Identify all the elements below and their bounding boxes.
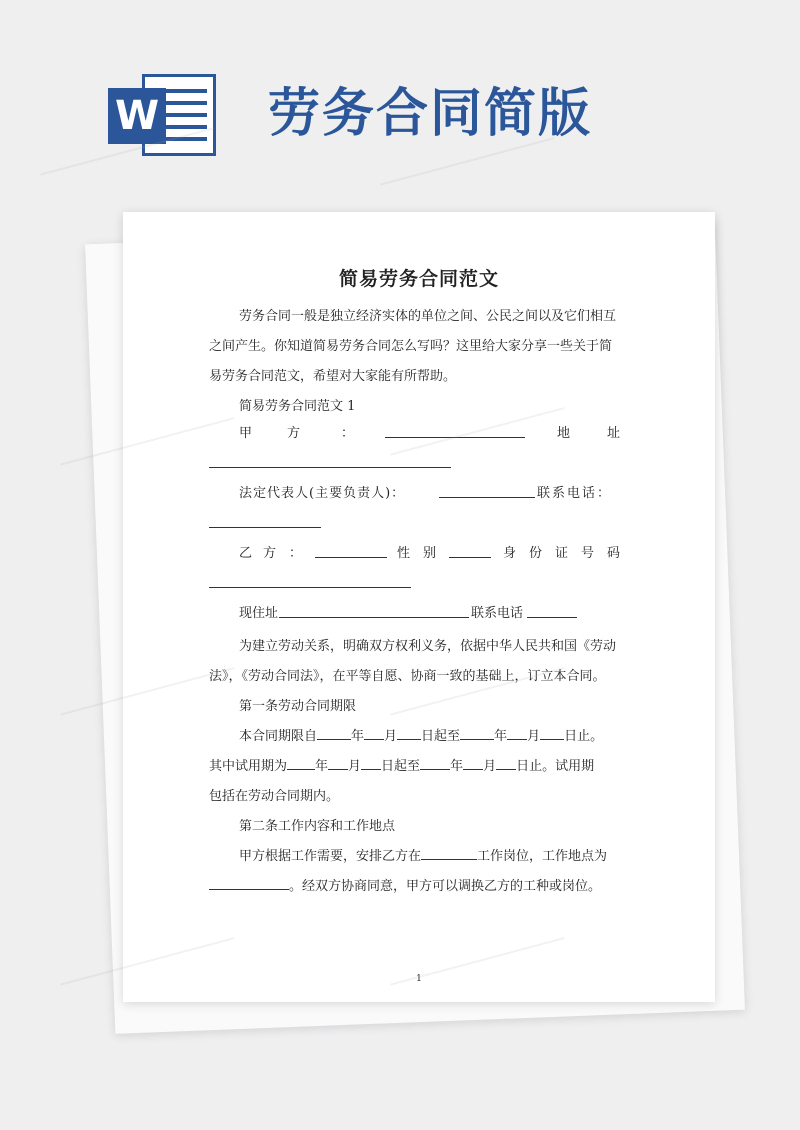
term-end-label: 日止。 — [564, 729, 604, 744]
term-end-month-label: 月 — [527, 729, 541, 744]
term-end-year-blank[interactable] — [460, 725, 494, 740]
party-a-name-blank[interactable] — [385, 436, 525, 438]
work-post-text: 甲方根据工作需要，安排乙方在 — [239, 849, 422, 864]
probation-end-month-label: 月 — [483, 759, 497, 774]
document-body — [209, 302, 619, 902]
legal-rep-phone-blank[interactable] — [209, 526, 321, 528]
gender-blank[interactable] — [449, 556, 491, 558]
page-title: 劳务合同简版 — [268, 84, 593, 144]
party-a-address-blank-line — [209, 452, 619, 482]
probation-month-label: 月 — [348, 759, 362, 774]
probation-tail: 包括在劳动合同期内。 — [209, 789, 340, 804]
gender-label-1: 性 — [397, 546, 411, 561]
document-title: 简易劳务合同范文 — [338, 268, 499, 290]
term-end-day-blank[interactable] — [540, 725, 564, 740]
residence-phone-label: 联系电话 — [471, 606, 524, 621]
term-month-label: 月 — [384, 729, 398, 744]
gender-label-2: 别 — [423, 546, 437, 561]
adjustment-text: 。经双方协商同意，甲方可以调换乙方的工种或岗位。 — [289, 879, 602, 894]
probation-end-year-blank[interactable] — [420, 755, 450, 770]
probation-start-month-blank[interactable] — [328, 755, 348, 770]
probation-until-label: 日起至 — [381, 759, 421, 774]
party-b-label-3: ： — [289, 546, 303, 561]
term-year-label: 年 — [351, 729, 365, 744]
residence-phone-blank[interactable] — [527, 616, 577, 618]
term-start-year-blank[interactable] — [317, 725, 351, 740]
term-text-start: 本合同期限自 — [239, 729, 318, 744]
work-location-line — [209, 872, 619, 902]
probation-end-month-blank[interactable] — [463, 755, 483, 770]
party-b-id-blank[interactable] — [209, 586, 411, 588]
probation-start-day-blank[interactable] — [361, 755, 381, 770]
party-b-id-blank-line — [209, 572, 619, 602]
work-post-blank[interactable] — [421, 845, 477, 860]
purpose-paragraph: 为建立劳动关系，明确双方权利义务，依据中华人民共和国《劳动法》，《劳动合同法》，在平等自愿、协商一致的基础上，订立本合同。 — [209, 639, 617, 684]
work-location-blank[interactable] — [209, 875, 289, 890]
party-b-line — [239, 542, 619, 572]
sample-heading: 简易劳务合同范文 1 — [239, 399, 356, 414]
probation-end-day-blank[interactable] — [496, 755, 516, 770]
id-label-4: 号 — [581, 546, 595, 561]
term-start-month-blank[interactable] — [364, 725, 384, 740]
work-location-text: 工作岗位，工作地点为 — [477, 849, 608, 864]
term-end-month-blank[interactable] — [507, 725, 527, 740]
residence-label: 现住址 — [239, 606, 279, 621]
party-b-name-blank[interactable] — [315, 556, 387, 558]
party-b-label-2: 方 — [263, 546, 277, 561]
legal-rep-line — [239, 482, 619, 512]
id-label-2: 份 — [529, 546, 543, 561]
probation-text-start: 其中试用期为 — [209, 759, 288, 774]
party-a-line — [239, 422, 619, 452]
id-label-1: 身 — [503, 546, 517, 561]
residence-line — [239, 602, 619, 632]
term-start-day-blank[interactable] — [397, 725, 421, 740]
legal-rep-label: 法定代表人(主要负责人)： — [239, 486, 406, 501]
header — [0, 0, 800, 210]
address-label-1: 地 — [557, 426, 571, 441]
word-icon-badge: W — [108, 88, 166, 144]
probation-start-year-blank[interactable] — [287, 755, 315, 770]
work-post-line — [209, 842, 619, 872]
article2-heading: 第二条工作内容和工作地点 — [239, 819, 396, 834]
party-a-label-1: 甲 — [239, 426, 253, 441]
address-label-2: 址 — [607, 426, 621, 441]
probation-end-label: 日止。试用期 — [516, 759, 595, 774]
probation-end-year-label: 年 — [450, 759, 464, 774]
residence-blank[interactable] — [279, 616, 469, 618]
term-end-year-label: 年 — [494, 729, 508, 744]
party-a-address-blank[interactable] — [209, 466, 451, 468]
id-label-3: 证 — [555, 546, 569, 561]
probation-line — [209, 752, 619, 782]
word-document-icon — [108, 74, 216, 156]
legal-rep-phone-blank-line — [209, 512, 619, 542]
document-page — [123, 212, 715, 1002]
term-line — [209, 722, 619, 752]
party-a-label-2: 方 — [287, 426, 301, 441]
party-b-label-1: 乙 — [239, 546, 253, 561]
term-until-label: 日起至 — [421, 729, 461, 744]
probation-year-label: 年 — [315, 759, 329, 774]
id-label-5: 码 — [607, 546, 621, 561]
article1-heading: 第一条劳动合同期限 — [239, 699, 357, 714]
party-a-label-3: ： — [341, 426, 355, 441]
legal-rep-phone-label: 联系电话： — [537, 486, 613, 501]
legal-rep-blank[interactable] — [439, 496, 535, 498]
intro-paragraph: 劳务合同一般是独立经济实体的单位之间、公民之间以及它们相互之间产生。你知道简易劳务合同怎么写吗？这里给大家分享一些关于简易劳务合同范文，希望对大家能有所帮助。 — [209, 309, 617, 384]
page-number: 1 — [416, 974, 422, 984]
